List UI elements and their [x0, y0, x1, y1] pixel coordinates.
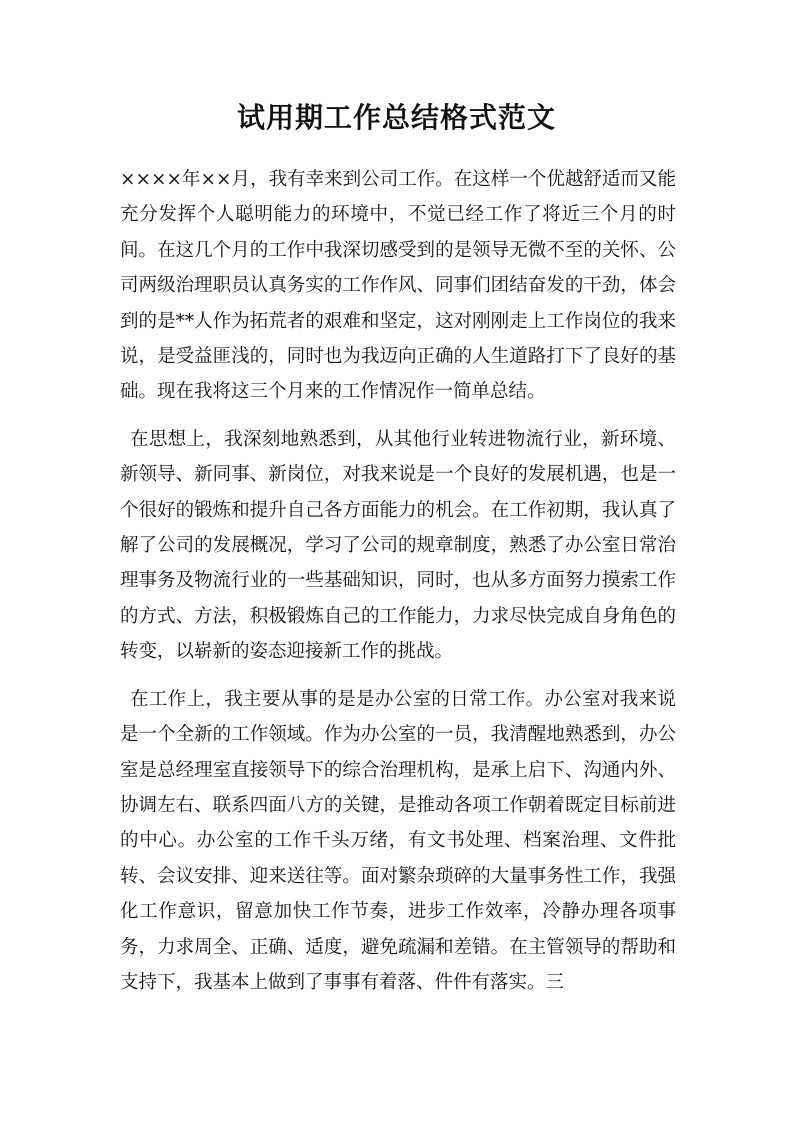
paragraph-intro: ××××年××月，我有幸来到公司工作。在这样一个优越舒适而又能充分发挥个人聪明能力的环境中，不觉已经工作了将近三个月的时间。在这几个月的工作中我深切感受到的是领导无微不至的关怀、公司两级治理职员认真务实的工作作风、同事们团结奋发的干劲，体会到的是**人作为拓荒者的艰难和坚定，这对刚刚走上工作岗位的我来说，是受益匪浅的，同时也为我迈向正确的人生道路打下了良好的基础。现在我将这三个月来的工作情况作一简单总结。 [120, 169, 676, 403]
paragraph-work: 在工作上，我主要从事的是是办公室的日常工作。办公室对我来说是一个全新的工作领域。作为办公室的一员，我清醒地熟悉到，办公室是总经理室直接领导下的综合治理机构，是承上启下、沟通内外、协调左右、联系四面八方的关键，是推动各项工作朝着既定目标前进的中心。办公室的工作千头万绪，有文书处理、档案治理、文件批转、会议安排、迎来送往等。面对繁杂琐碎的大量事务性工作，我强化工作意识，留意加快工作节奏，进步工作效率，冷静办理各项事务，力求周全、正确、适度，避免疏漏和差错。在主管领导的帮助和支持下，我基本上做到了事事有着落、件件有落实。三 [120, 688, 676, 993]
paragraph-thought: 在思想上，我深刻地熟悉到，从其他行业转进物流行业，新环境、新领导、新同事、新岗位，对我来说是一个良好的发展机遇，也是一个很好的锻炼和提升自己各方面能力的机会。在工作初期，我认真了解了公司的发展概况，学习了公司的规章制度，熟悉了办公室日常治理事务及物流行业的一些基础知识，同时，也从多方面努力摸索工作的方式、方法，积极锻炼自己的工作能力，力求尽快完成自身角色的转变，以崭新的姿态迎接新工作的挑战。 [120, 428, 676, 663]
document-body [120, 162, 676, 1012]
document-title: 试用期工作总结格式范文 [236, 101, 556, 134]
